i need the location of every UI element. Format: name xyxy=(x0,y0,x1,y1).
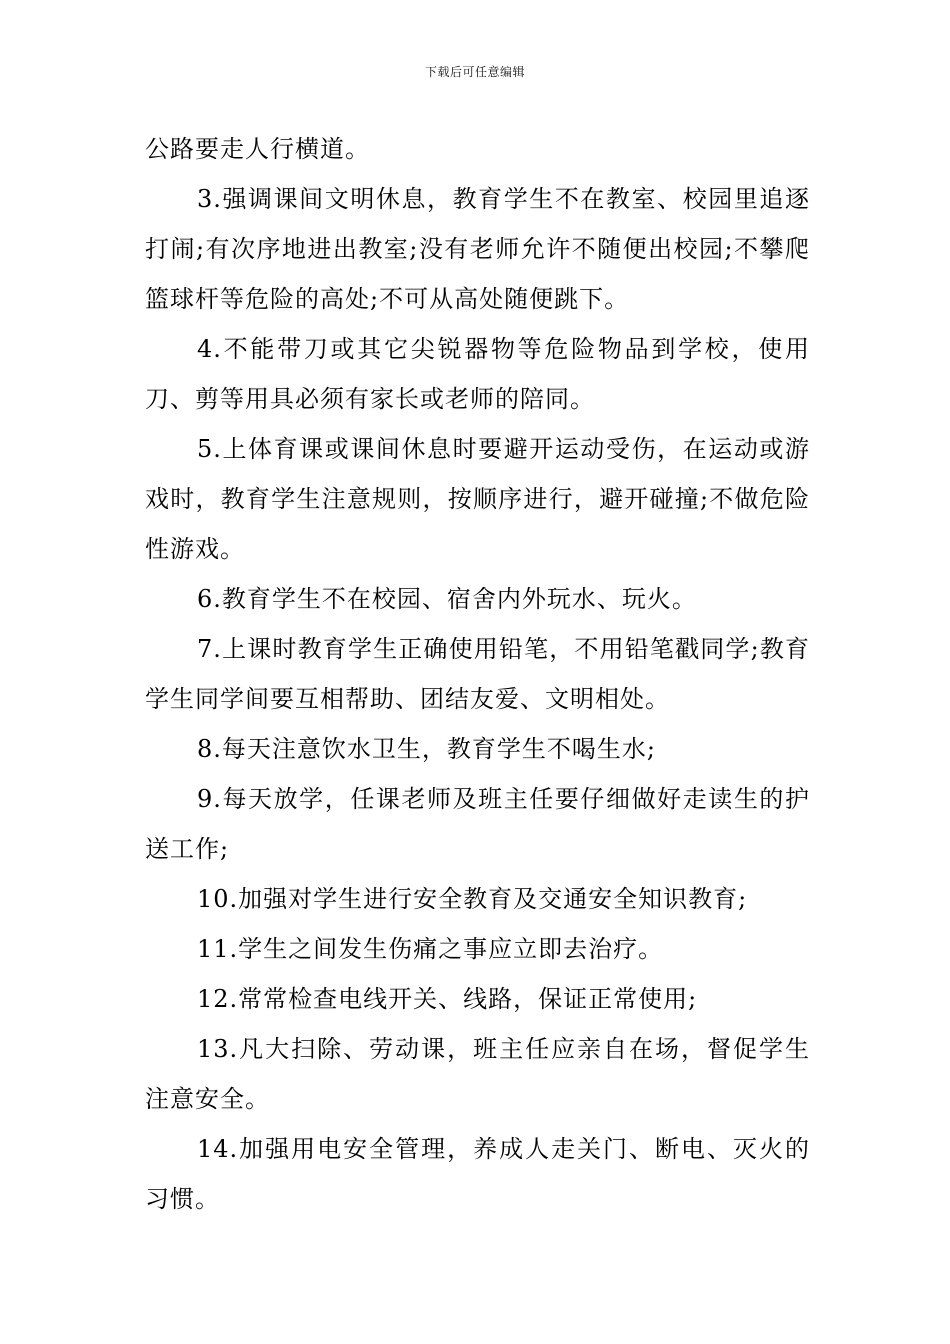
document-body xyxy=(145,124,810,1224)
paragraph-item-4: 4.不能带刀或其它尖锐器物等危险物品到学校，使用刀、剪等用具必须有家长或老师的陪同。 xyxy=(145,335,810,413)
paragraph-item-14: 14.加强用电安全管理，养成人走关门、断电、灭火的习惯。 xyxy=(145,1135,810,1213)
paragraph-item-3: 3.强调课间文明休息，教育学生不在教室、校园里追逐打闹;有次序地进出教室;没有老师允许不随便出校园;不攀爬篮球杆等危险的高处;不可从高处随便跳下。 xyxy=(145,185,810,313)
paragraph-item-9: 9.每天放学，任课老师及班主任要仔细做好走读生的护送工作; xyxy=(145,785,810,863)
paragraph-continuation: 公路要走人行横道。 xyxy=(145,135,370,163)
paragraph-item-12: 12.常常检查电线开关、线路，保证正常使用; xyxy=(197,985,698,1013)
paragraph-item-11: 11.学生之间发生伤痛之事应立即去治疗。 xyxy=(197,935,664,963)
paragraph-item-8: 8.每天注意饮水卫生，教育学生不喝生水; xyxy=(197,735,656,763)
paragraph-item-13: 13.凡大扫除、劳动课，班主任应亲自在场，督促学生注意安全。 xyxy=(145,1035,810,1113)
paragraph-item-6: 6.教育学生不在校园、宿舍内外玩水、玩火。 xyxy=(197,585,697,613)
page-header: 下载后可任意编辑 xyxy=(424,65,525,79)
paragraph-item-10: 10.加强对学生进行安全教育及交通安全知识教育; xyxy=(197,885,748,913)
paragraph-item-7: 7.上课时教育学生正确使用铅笔，不用铅笔戳同学;教育学生同学间要互相帮助、团结友爱、文明相处。 xyxy=(145,635,810,713)
paragraph-item-5: 5.上体育课或课间休息时要避开运动受伤，在运动或游戏时，教育学生注意规则，按顺序进行，避开碰撞;不做危险性游戏。 xyxy=(145,435,810,563)
